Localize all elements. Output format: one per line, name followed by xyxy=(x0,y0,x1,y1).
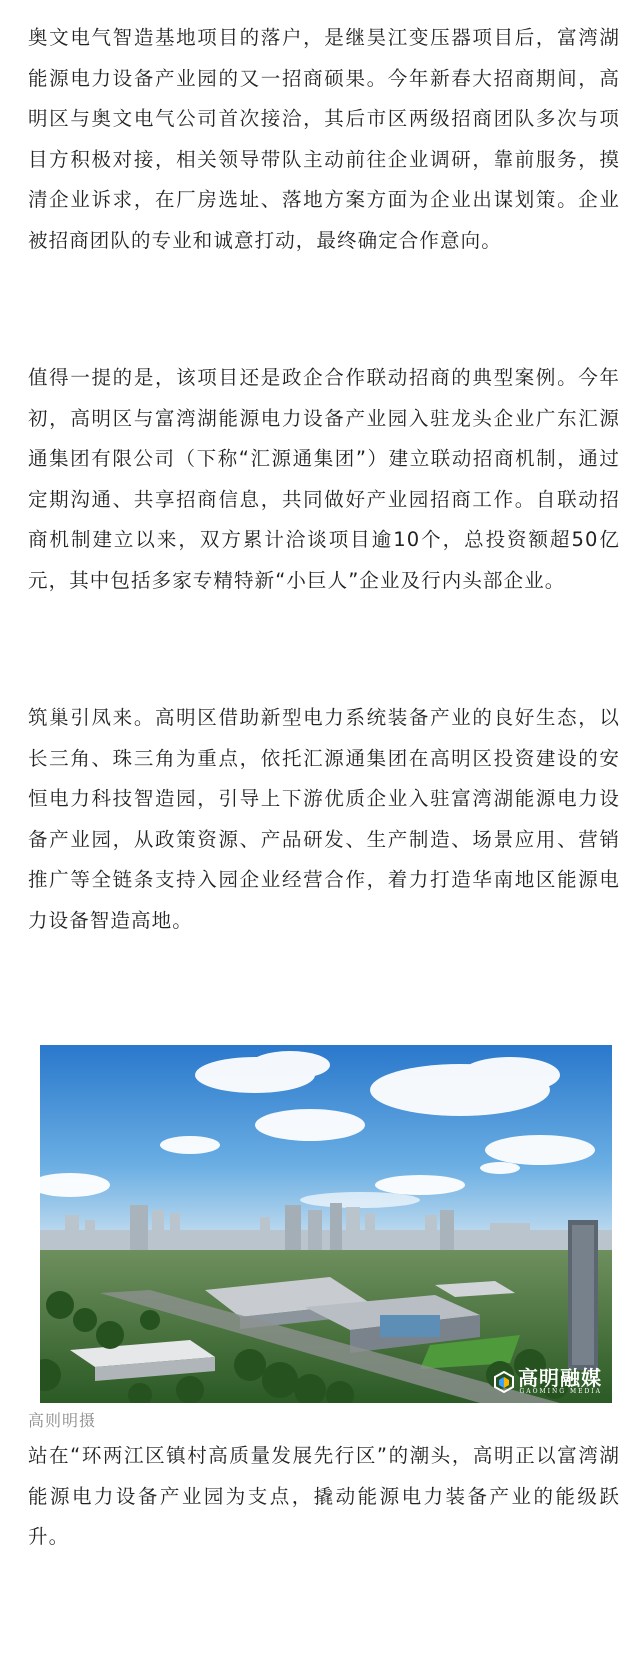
paragraph-1: 奥文电气智造基地项目的落户，是继昊江变压器项目后，富湾湖能源电力设备产业园的又一招商硕果。今年新春大招商期间，高明区与奥文电气公司首次接洽，其后市区两级招商团队多次与项目方积极对接，相关领导带队主动前往企业调研，靠前服务，摸清企业诉求，在厂房选址、落地方案方面为企业出谋划策。企业被招商团队的专业和诚意打动，最终确定合作意向。 xyxy=(28,26,620,252)
media-watermark xyxy=(494,1368,602,1395)
watermark-subtext: GAOMING MEDIA xyxy=(519,1388,602,1395)
aerial-photo-illustration xyxy=(40,1045,612,1403)
paragraph-2: 值得一提的是，该项目还是政企合作联动招商的典型案例。今年初，高明区与富湾湖能源电力设备产业园入驻龙头企业广东汇源通集团有限公司（下称“汇源通集团”）建立联动招商机制，通过定期沟通、共享招商信息，共同做好产业园招商工作。自联动招商机制建立以来，双方累计洽谈项目逾10个，总投资额超50亿元，其中包括多家专精特新“小巨人”企业及行内头部企业。 xyxy=(28,366,620,592)
paragraph-3: 筑巢引凤来。高明区借助新型电力系统装备产业的良好生态，以长三角、珠三角为重点，依托汇源通集团在高明区投资建设的安恒电力科技智造园，引导上下游优质企业入驻富湾湖能源电力设备产业园，从政策资源、产品研发、生产制造、场景应用、营销推广等全链条支持入园企业经营合作，着力打造华南地区能源电力设备智造高地。 xyxy=(28,706,620,932)
photo-caption: 高则明摄 xyxy=(28,1411,97,1430)
media-logo-icon xyxy=(494,1371,514,1393)
watermark-text: 高明融媒 xyxy=(518,1366,602,1390)
paragraph-4: 站在“环两江区镇村高质量发展先行区”的潮头，高明正以富湾湖能源电力设备产业园为支点，撬动能源电力装备产业的能级跃升。 xyxy=(28,1444,620,1548)
industrial-park-aerial-photo xyxy=(40,1045,612,1403)
